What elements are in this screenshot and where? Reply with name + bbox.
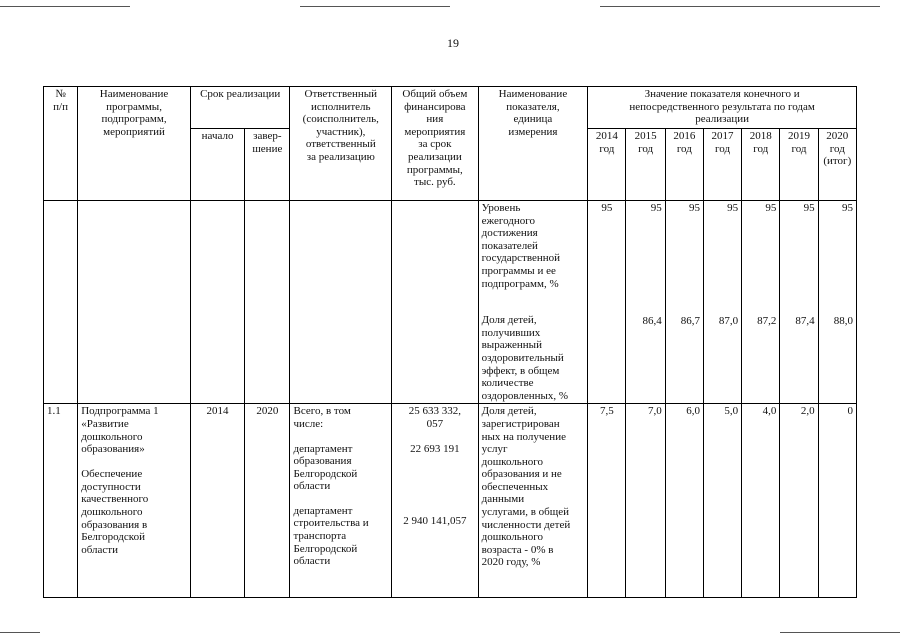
indicator-health-effect: Доля детей, получивших выраженный оздоровительный эффект, в общем количестве оздоровленных, % bbox=[481, 314, 569, 402]
finance-education-dept: 22 693 191 bbox=[410, 442, 460, 455]
table-row-1-1 bbox=[44, 404, 857, 598]
header-end: завер- шение bbox=[245, 129, 290, 201]
finance-construction-dept: 2 940 141,057 bbox=[403, 515, 467, 528]
top-scan-line bbox=[600, 6, 880, 7]
table-row-continued bbox=[44, 201, 857, 404]
value-cell: 95 bbox=[650, 202, 662, 214]
value-cell: 95 bbox=[765, 202, 777, 214]
value-cell: 87,0 bbox=[718, 314, 739, 327]
value-cell: 86,7 bbox=[680, 314, 700, 327]
header-no: № п/п bbox=[44, 87, 78, 201]
value-cell: 87,2 bbox=[757, 314, 777, 327]
finance-cell bbox=[392, 404, 479, 598]
header-values: Значение показателя конечного и непосредственного результата по годам реализации bbox=[588, 87, 857, 129]
value-cell: 95 bbox=[803, 202, 815, 214]
value-cell: 88,0 bbox=[833, 314, 853, 327]
value-cell: 2,0 bbox=[780, 404, 818, 598]
header-start: начало bbox=[190, 129, 244, 201]
program-table bbox=[43, 86, 857, 598]
year-2015: 2015 год bbox=[626, 129, 665, 201]
value-cell: 95 bbox=[688, 202, 700, 214]
start-year: 2014 bbox=[190, 404, 244, 598]
responsible-construction-dept: департамент строительства и транспорта Белгородской области bbox=[293, 504, 369, 568]
value-cell: 4,0 bbox=[742, 404, 780, 598]
year-2020: 2020 год (итог) bbox=[818, 129, 856, 201]
header-name: Наименование программы, подпрограмм, мероприятий bbox=[78, 87, 191, 201]
indicator-achievement: Уровень ежегодного достижения показателей государственной программы и ее подпрограмм, % bbox=[481, 202, 561, 290]
top-scan-line bbox=[0, 6, 130, 7]
header-responsible: Ответственный исполнитель (соисполнитель, участник), ответственный за реализацию bbox=[290, 87, 392, 201]
bottom-scan-line bbox=[780, 632, 900, 633]
header-period: Срок реализации bbox=[190, 87, 290, 129]
value-cell: 5,0 bbox=[703, 404, 741, 598]
indicator-cell bbox=[478, 201, 588, 404]
header-indicator: Наименование показателя, единица измерения bbox=[478, 87, 588, 201]
value-cell: 87,4 bbox=[795, 314, 815, 327]
year-2019: 2019 год bbox=[780, 129, 818, 201]
indicator-preschool: Доля детей, зарегистрирован ных на получение услуг дошкольного образования и не обеспеченных данными услугами, в общей численности детей дошкольного возраста - 0% в 2020 году, % bbox=[478, 404, 588, 598]
value-cell: 86,4 bbox=[642, 314, 662, 327]
value-cell: 95 bbox=[842, 202, 853, 214]
year-2016: 2016 год bbox=[665, 129, 703, 201]
value-cell: 95 bbox=[601, 202, 613, 214]
top-scan-line bbox=[300, 6, 450, 7]
value-cell: 95 bbox=[727, 202, 739, 214]
value-cell: 6,0 bbox=[665, 404, 703, 598]
row-number: 1.1 bbox=[44, 404, 78, 598]
responsible-education-dept: департамент образования Белгородской области bbox=[293, 442, 358, 493]
end-year: 2020 bbox=[245, 404, 290, 598]
responsible-cell bbox=[290, 404, 392, 598]
bottom-scan-line bbox=[0, 632, 40, 633]
page-number: 19 bbox=[447, 36, 459, 50]
year-2014: 2014 год bbox=[588, 129, 626, 201]
responsible-total: Всего, в том числе: bbox=[293, 405, 351, 430]
year-2018: 2018 год bbox=[742, 129, 780, 201]
value-cell: 0 bbox=[818, 404, 856, 598]
value-cell: 7,0 bbox=[626, 404, 665, 598]
finance-total: 25 633 332, 057 bbox=[408, 405, 461, 430]
header-row-1 bbox=[44, 87, 857, 129]
year-2017: 2017 год bbox=[703, 129, 741, 201]
subprogram-name: Подпрограмма 1 «Развитие дошкольного образования» Обеспечение доступности качественного дошкольного образования в Белгородской области bbox=[78, 404, 191, 598]
value-cell: 7,5 bbox=[588, 404, 626, 598]
header-finance: Общий объем финансирова ния мероприятия за срок реализации программы, тыс. руб. bbox=[392, 87, 479, 201]
